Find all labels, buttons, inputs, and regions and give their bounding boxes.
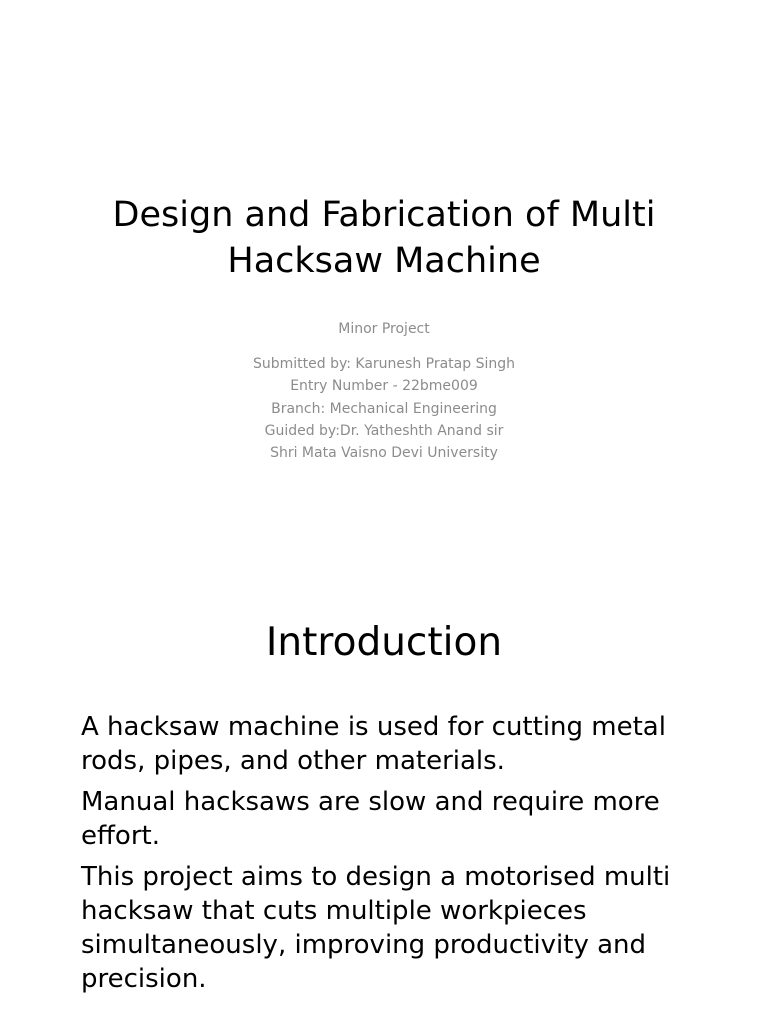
introduction-bullets [81,710,731,1003]
entry-number: Entry Number - 22bme009 [290,378,478,395]
slide-title-line-1: Design and Fabrication of Multi [112,195,656,235]
bullet-item: A hacksaw machine is used for cutting metal rods, pipes, and other materials. [81,712,666,776]
guided-by: Guided by:Dr. Yatheshth Anand sir [264,422,504,439]
bullet-item: Manual hacksaws are slow and require more effort. [81,787,660,851]
slide-title-line-2: Hacksaw Machine [227,241,541,281]
university: Shri Mata Vaisno Devi University [270,445,498,462]
introduction-title: Introduction [265,620,503,665]
bullet-item: This project aims to design a motorised multi hacksaw that cuts multiple workpieces simultaneously, improving productivity and precision. [81,862,671,994]
branch: Branch: Mechanical Engineering [271,400,497,417]
submitted-by: Submitted by: Karunesh Pratap Singh [252,356,515,372]
slide-subtitle: Minor Project [338,321,430,337]
submission-details [0,353,768,464]
slide-title [0,192,768,284]
